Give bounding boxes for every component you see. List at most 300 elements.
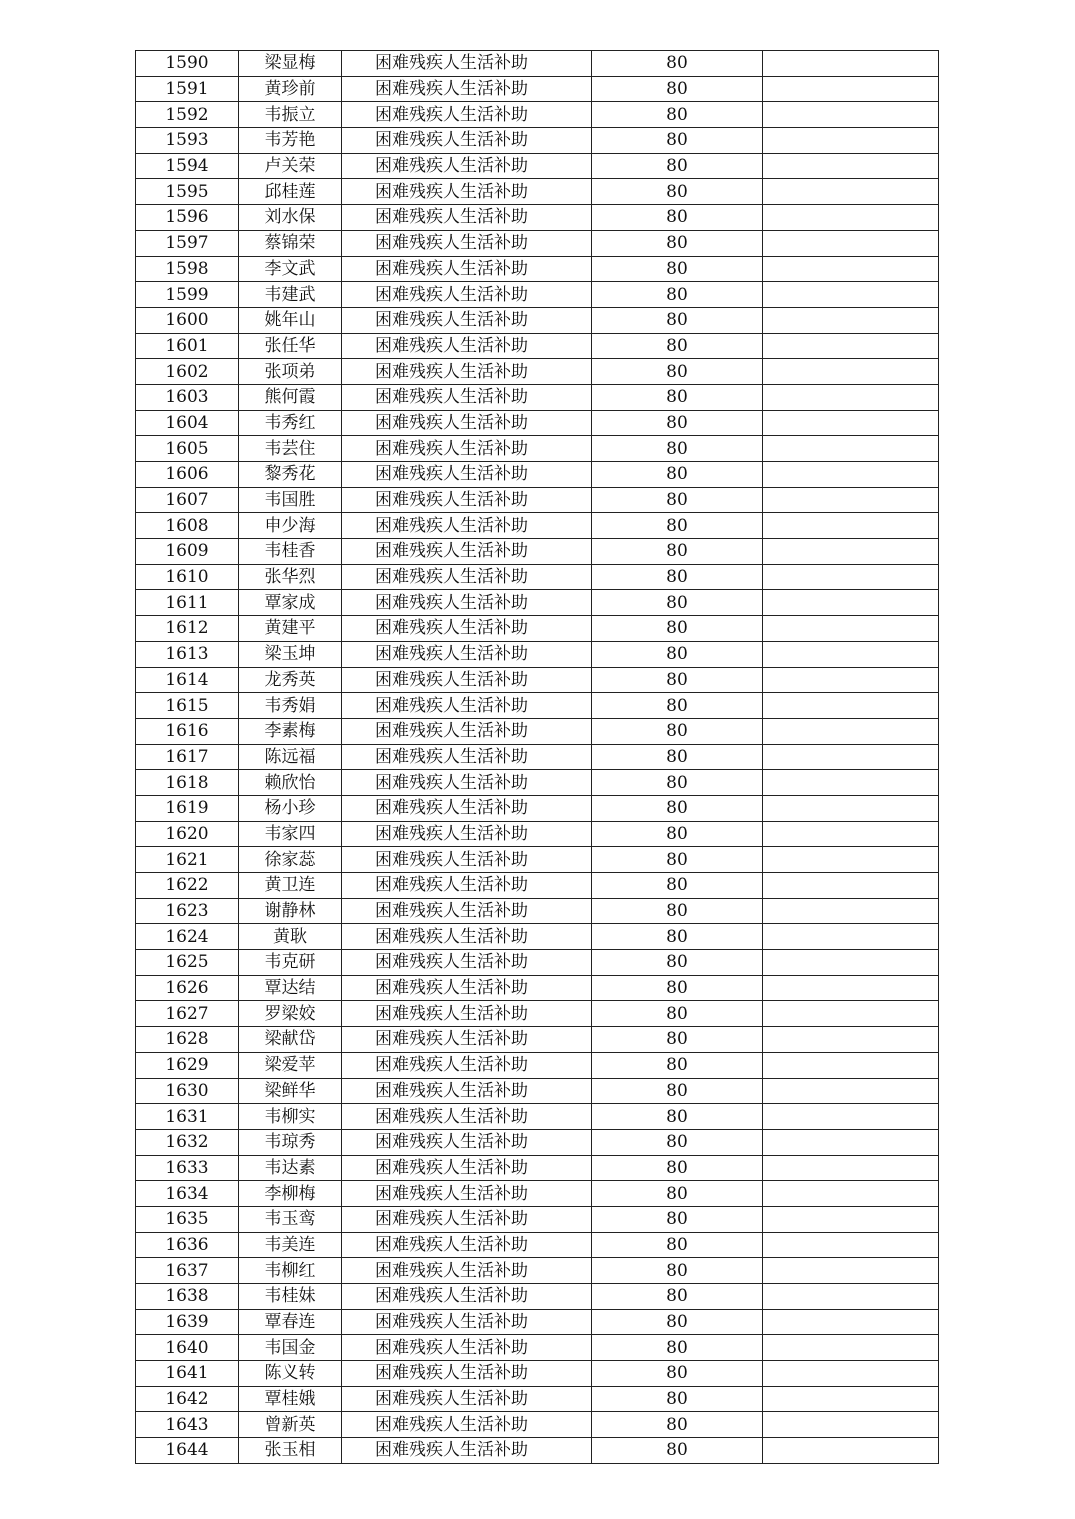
- table-row: [136, 436, 939, 462]
- note-cell: [763, 1078, 939, 1104]
- table-row: [136, 924, 939, 950]
- name-cell: 熊何霞: [239, 384, 342, 410]
- amount-cell: 80: [592, 1206, 763, 1232]
- note-cell: [763, 770, 939, 796]
- subsidy-type-cell: 困难残疾人生活补助: [342, 76, 592, 102]
- subsidy-type-cell: 困难残疾人生活补助: [342, 359, 592, 385]
- note-cell: [763, 1258, 939, 1284]
- subsidy-type-cell: 困难残疾人生活补助: [342, 1001, 592, 1027]
- table-row: [136, 128, 939, 154]
- name-cell: 韦建武: [239, 282, 342, 308]
- name-cell: 梁献岱: [239, 1027, 342, 1053]
- row-number-cell: 1615: [136, 693, 239, 719]
- row-number-cell: 1590: [136, 51, 239, 77]
- subsidy-type-cell: 困难残疾人生活补助: [342, 513, 592, 539]
- subsidy-type-cell: 困难残疾人生活补助: [342, 590, 592, 616]
- amount-cell: 80: [592, 1181, 763, 1207]
- note-cell: [763, 513, 939, 539]
- amount-cell: 80: [592, 410, 763, 436]
- row-number-cell: 1595: [136, 179, 239, 205]
- subsidy-type-cell: 困难残疾人生活补助: [342, 1052, 592, 1078]
- amount-cell: 80: [592, 616, 763, 642]
- subsidy-type-cell: 困难残疾人生活补助: [342, 384, 592, 410]
- note-cell: [763, 873, 939, 899]
- amount-cell: 80: [592, 1078, 763, 1104]
- amount-cell: 80: [592, 1361, 763, 1387]
- note-cell: [763, 51, 939, 77]
- table-row: [136, 1052, 939, 1078]
- note-cell: [763, 436, 939, 462]
- name-cell: 韦秀红: [239, 410, 342, 436]
- note-cell: [763, 205, 939, 231]
- amount-cell: 80: [592, 1335, 763, 1361]
- name-cell: 韦国金: [239, 1335, 342, 1361]
- subsidy-type-cell: 困难残疾人生活补助: [342, 51, 592, 77]
- table-row: [136, 1309, 939, 1335]
- amount-cell: 80: [592, 513, 763, 539]
- subsidy-type-cell: 困难残疾人生活补助: [342, 1155, 592, 1181]
- subsidy-type-cell: 困难残疾人生活补助: [342, 487, 592, 513]
- subsidy-type-cell: 困难残疾人生活补助: [342, 1078, 592, 1104]
- subsidy-type-cell: 困难残疾人生活补助: [342, 1284, 592, 1310]
- note-cell: [763, 539, 939, 565]
- subsidy-type-cell: 困难残疾人生活补助: [342, 1206, 592, 1232]
- note-cell: [763, 307, 939, 333]
- name-cell: 姚年山: [239, 307, 342, 333]
- subsidy-type-cell: 困难残疾人生活补助: [342, 102, 592, 128]
- subsidy-type-cell: 困难残疾人生活补助: [342, 693, 592, 719]
- row-number-cell: 1600: [136, 307, 239, 333]
- amount-cell: 80: [592, 1258, 763, 1284]
- row-number-cell: 1613: [136, 641, 239, 667]
- row-number-cell: 1640: [136, 1335, 239, 1361]
- row-number-cell: 1634: [136, 1181, 239, 1207]
- subsidy-type-cell: 困难残疾人生活补助: [342, 1129, 592, 1155]
- subsidy-type-cell: 困难残疾人生活补助: [342, 307, 592, 333]
- name-cell: 黄建平: [239, 616, 342, 642]
- row-number-cell: 1627: [136, 1001, 239, 1027]
- row-number-cell: 1601: [136, 333, 239, 359]
- note-cell: [763, 333, 939, 359]
- table-row: [136, 410, 939, 436]
- table-row: [136, 718, 939, 744]
- table-row: [136, 1181, 939, 1207]
- amount-cell: 80: [592, 1232, 763, 1258]
- row-number-cell: 1638: [136, 1284, 239, 1310]
- amount-cell: 80: [592, 230, 763, 256]
- row-number-cell: 1605: [136, 436, 239, 462]
- amount-cell: 80: [592, 1309, 763, 1335]
- amount-cell: 80: [592, 795, 763, 821]
- note-cell: [763, 847, 939, 873]
- name-cell: 梁爱苹: [239, 1052, 342, 1078]
- amount-cell: 80: [592, 1438, 763, 1464]
- name-cell: 韦国胜: [239, 487, 342, 513]
- table-row: [136, 384, 939, 410]
- note-cell: [763, 590, 939, 616]
- name-cell: 谢静林: [239, 898, 342, 924]
- note-cell: [763, 1001, 939, 1027]
- amount-cell: 80: [592, 1052, 763, 1078]
- note-cell: [763, 1309, 939, 1335]
- name-cell: 黄耿: [239, 924, 342, 950]
- subsidy-type-cell: 困难残疾人生活补助: [342, 641, 592, 667]
- amount-cell: 80: [592, 205, 763, 231]
- subsidy-type-cell: 困难残疾人生活补助: [342, 1438, 592, 1464]
- subsidy-type-cell: 困难残疾人生活补助: [342, 718, 592, 744]
- note-cell: [763, 924, 939, 950]
- name-cell: 陈远福: [239, 744, 342, 770]
- amount-cell: 80: [592, 1104, 763, 1130]
- amount-cell: 80: [592, 847, 763, 873]
- row-number-cell: 1612: [136, 616, 239, 642]
- amount-cell: 80: [592, 770, 763, 796]
- note-cell: [763, 1181, 939, 1207]
- table-row: [136, 1232, 939, 1258]
- name-cell: 韦芸住: [239, 436, 342, 462]
- subsidy-type-cell: 困难残疾人生活补助: [342, 744, 592, 770]
- row-number-cell: 1641: [136, 1361, 239, 1387]
- name-cell: 梁鲜华: [239, 1078, 342, 1104]
- subsidy-type-cell: 困难残疾人生活补助: [342, 667, 592, 693]
- table-row: [136, 282, 939, 308]
- note-cell: [763, 616, 939, 642]
- note-cell: [763, 153, 939, 179]
- amount-cell: 80: [592, 1001, 763, 1027]
- amount-cell: 80: [592, 153, 763, 179]
- row-number-cell: 1628: [136, 1027, 239, 1053]
- table-row: [136, 230, 939, 256]
- row-number-cell: 1616: [136, 718, 239, 744]
- subsidy-type-cell: 困难残疾人生活补助: [342, 179, 592, 205]
- note-cell: [763, 359, 939, 385]
- note-cell: [763, 1027, 939, 1053]
- row-number-cell: 1604: [136, 410, 239, 436]
- note-cell: [763, 1284, 939, 1310]
- row-number-cell: 1596: [136, 205, 239, 231]
- table-row: [136, 513, 939, 539]
- amount-cell: 80: [592, 667, 763, 693]
- row-number-cell: 1617: [136, 744, 239, 770]
- subsidy-type-cell: 困难残疾人生活补助: [342, 1412, 592, 1438]
- note-cell: [763, 795, 939, 821]
- name-cell: 黄卫连: [239, 873, 342, 899]
- subsidy-type-cell: 困难残疾人生活补助: [342, 1232, 592, 1258]
- name-cell: 陈义转: [239, 1361, 342, 1387]
- note-cell: [763, 975, 939, 1001]
- table-row: [136, 76, 939, 102]
- amount-cell: 80: [592, 821, 763, 847]
- name-cell: 黄珍前: [239, 76, 342, 102]
- row-number-cell: 1631: [136, 1104, 239, 1130]
- row-number-cell: 1608: [136, 513, 239, 539]
- name-cell: 韦克研: [239, 950, 342, 976]
- subsidy-type-cell: 困难残疾人生活补助: [342, 950, 592, 976]
- note-cell: [763, 1412, 939, 1438]
- subsidy-type-cell: 困难残疾人生活补助: [342, 539, 592, 565]
- table-row: [136, 564, 939, 590]
- amount-cell: 80: [592, 128, 763, 154]
- row-number-cell: 1598: [136, 256, 239, 282]
- table-row: [136, 1001, 939, 1027]
- note-cell: [763, 462, 939, 488]
- name-cell: 龙秀英: [239, 667, 342, 693]
- table-row: [136, 333, 939, 359]
- subsidy-type-cell: 困难残疾人生活补助: [342, 205, 592, 231]
- note-cell: [763, 1335, 939, 1361]
- table-row: [136, 539, 939, 565]
- name-cell: 徐家蕊: [239, 847, 342, 873]
- table-row: [136, 898, 939, 924]
- name-cell: 申少海: [239, 513, 342, 539]
- amount-cell: 80: [592, 873, 763, 899]
- row-number-cell: 1636: [136, 1232, 239, 1258]
- amount-cell: 80: [592, 950, 763, 976]
- note-cell: [763, 1386, 939, 1412]
- table-row: [136, 256, 939, 282]
- note-cell: [763, 256, 939, 282]
- row-number-cell: 1639: [136, 1309, 239, 1335]
- subsidy-type-cell: 困难残疾人生活补助: [342, 795, 592, 821]
- table-row: [136, 1361, 939, 1387]
- row-number-cell: 1611: [136, 590, 239, 616]
- name-cell: 韦柳红: [239, 1258, 342, 1284]
- amount-cell: 80: [592, 693, 763, 719]
- note-cell: [763, 1155, 939, 1181]
- amount-cell: 80: [592, 1027, 763, 1053]
- amount-cell: 80: [592, 898, 763, 924]
- amount-cell: 80: [592, 384, 763, 410]
- table-row: [136, 307, 939, 333]
- amount-cell: 80: [592, 256, 763, 282]
- row-number-cell: 1614: [136, 667, 239, 693]
- name-cell: 韦振立: [239, 102, 342, 128]
- row-number-cell: 1610: [136, 564, 239, 590]
- name-cell: 蔡锦荣: [239, 230, 342, 256]
- table-row: [136, 744, 939, 770]
- subsidy-type-cell: 困难残疾人生活补助: [342, 1258, 592, 1284]
- subsidy-type-cell: 困难残疾人生活补助: [342, 1361, 592, 1387]
- table-row: [136, 873, 939, 899]
- subsidy-type-cell: 困难残疾人生活补助: [342, 898, 592, 924]
- row-number-cell: 1599: [136, 282, 239, 308]
- amount-cell: 80: [592, 1155, 763, 1181]
- table-row: [136, 641, 939, 667]
- amount-cell: 80: [592, 436, 763, 462]
- name-cell: 李文武: [239, 256, 342, 282]
- table-row: [136, 1206, 939, 1232]
- row-number-cell: 1637: [136, 1258, 239, 1284]
- amount-cell: 80: [592, 975, 763, 1001]
- row-number-cell: 1622: [136, 873, 239, 899]
- note-cell: [763, 1206, 939, 1232]
- amount-cell: 80: [592, 102, 763, 128]
- name-cell: 李素梅: [239, 718, 342, 744]
- amount-cell: 80: [592, 76, 763, 102]
- subsidy-type-cell: 困难残疾人生活补助: [342, 616, 592, 642]
- note-cell: [763, 230, 939, 256]
- note-cell: [763, 821, 939, 847]
- note-cell: [763, 128, 939, 154]
- row-number-cell: 1629: [136, 1052, 239, 1078]
- name-cell: 罗梁姣: [239, 1001, 342, 1027]
- name-cell: 覃家成: [239, 590, 342, 616]
- row-number-cell: 1603: [136, 384, 239, 410]
- row-number-cell: 1625: [136, 950, 239, 976]
- table-row: [136, 950, 939, 976]
- name-cell: 黎秀花: [239, 462, 342, 488]
- amount-cell: 80: [592, 744, 763, 770]
- table-row: [136, 102, 939, 128]
- subsidy-type-cell: 困难残疾人生活补助: [342, 256, 592, 282]
- subsidy-type-cell: 困难残疾人生活补助: [342, 873, 592, 899]
- amount-cell: 80: [592, 359, 763, 385]
- row-number-cell: 1607: [136, 487, 239, 513]
- note-cell: [763, 282, 939, 308]
- name-cell: 张玉相: [239, 1438, 342, 1464]
- note-cell: [763, 179, 939, 205]
- table-row: [136, 359, 939, 385]
- note-cell: [763, 487, 939, 513]
- amount-cell: 80: [592, 1284, 763, 1310]
- subsidy-type-cell: 困难残疾人生活补助: [342, 230, 592, 256]
- note-cell: [763, 667, 939, 693]
- row-number-cell: 1624: [136, 924, 239, 950]
- table-row: [136, 1155, 939, 1181]
- amount-cell: 80: [592, 641, 763, 667]
- subsidy-table: [135, 50, 939, 1464]
- subsidy-type-cell: 困难残疾人生活补助: [342, 1386, 592, 1412]
- table-row: [136, 1386, 939, 1412]
- table-row: [136, 770, 939, 796]
- row-number-cell: 1642: [136, 1386, 239, 1412]
- note-cell: [763, 410, 939, 436]
- table-row: [136, 667, 939, 693]
- table-row: [136, 1104, 939, 1130]
- name-cell: 覃春连: [239, 1309, 342, 1335]
- table-row: [136, 590, 939, 616]
- amount-cell: 80: [592, 539, 763, 565]
- subsidy-type-cell: 困难残疾人生活补助: [342, 153, 592, 179]
- row-number-cell: 1626: [136, 975, 239, 1001]
- name-cell: 覃桂娥: [239, 1386, 342, 1412]
- row-number-cell: 1593: [136, 128, 239, 154]
- table-row: [136, 1258, 939, 1284]
- subsidy-type-cell: 困难残疾人生活补助: [342, 770, 592, 796]
- note-cell: [763, 744, 939, 770]
- name-cell: 邱桂莲: [239, 179, 342, 205]
- name-cell: 杨小珍: [239, 795, 342, 821]
- amount-cell: 80: [592, 282, 763, 308]
- row-number-cell: 1606: [136, 462, 239, 488]
- subsidy-type-cell: 困难残疾人生活补助: [342, 847, 592, 873]
- amount-cell: 80: [592, 718, 763, 744]
- note-cell: [763, 1438, 939, 1464]
- table-row: [136, 1078, 939, 1104]
- amount-cell: 80: [592, 179, 763, 205]
- note-cell: [763, 898, 939, 924]
- name-cell: 梁显梅: [239, 51, 342, 77]
- row-number-cell: 1609: [136, 539, 239, 565]
- note-cell: [763, 950, 939, 976]
- row-number-cell: 1594: [136, 153, 239, 179]
- table-row: [136, 1129, 939, 1155]
- name-cell: 卢关荣: [239, 153, 342, 179]
- note-cell: [763, 384, 939, 410]
- name-cell: 梁玉坤: [239, 641, 342, 667]
- name-cell: 韦玉鸾: [239, 1206, 342, 1232]
- table-row: [136, 153, 939, 179]
- row-number-cell: 1630: [136, 1078, 239, 1104]
- name-cell: 韦达素: [239, 1155, 342, 1181]
- row-number-cell: 1632: [136, 1129, 239, 1155]
- table-row: [136, 847, 939, 873]
- table-row: [136, 693, 939, 719]
- row-number-cell: 1597: [136, 230, 239, 256]
- name-cell: 韦桂香: [239, 539, 342, 565]
- amount-cell: 80: [592, 487, 763, 513]
- table-row: [136, 821, 939, 847]
- name-cell: 韦琼秀: [239, 1129, 342, 1155]
- amount-cell: 80: [592, 564, 763, 590]
- row-number-cell: 1644: [136, 1438, 239, 1464]
- subsidy-type-cell: 困难残疾人生活补助: [342, 1309, 592, 1335]
- subsidy-type-cell: 困难残疾人生活补助: [342, 1027, 592, 1053]
- table-row: [136, 1335, 939, 1361]
- name-cell: 张华烈: [239, 564, 342, 590]
- note-cell: [763, 76, 939, 102]
- table-row: [136, 1412, 939, 1438]
- subsidy-type-cell: 困难残疾人生活补助: [342, 436, 592, 462]
- subsidy-type-cell: 困难残疾人生活补助: [342, 128, 592, 154]
- note-cell: [763, 1052, 939, 1078]
- note-cell: [763, 1129, 939, 1155]
- row-number-cell: 1591: [136, 76, 239, 102]
- table-row: [136, 179, 939, 205]
- note-cell: [763, 564, 939, 590]
- subsidy-type-cell: 困难残疾人生活补助: [342, 462, 592, 488]
- note-cell: [763, 693, 939, 719]
- subsidy-type-cell: 困难残疾人生活补助: [342, 564, 592, 590]
- row-number-cell: 1602: [136, 359, 239, 385]
- row-number-cell: 1592: [136, 102, 239, 128]
- name-cell: 韦美连: [239, 1232, 342, 1258]
- note-cell: [763, 718, 939, 744]
- row-number-cell: 1635: [136, 1206, 239, 1232]
- amount-cell: 80: [592, 333, 763, 359]
- table-body: [136, 51, 939, 1464]
- note-cell: [763, 102, 939, 128]
- amount-cell: 80: [592, 1386, 763, 1412]
- name-cell: 张项弟: [239, 359, 342, 385]
- subsidy-type-cell: 困难残疾人生活补助: [342, 1335, 592, 1361]
- table-row: [136, 462, 939, 488]
- table-row: [136, 1284, 939, 1310]
- name-cell: 赖欣怡: [239, 770, 342, 796]
- table-row: [136, 1438, 939, 1464]
- row-number-cell: 1633: [136, 1155, 239, 1181]
- table-row: [136, 205, 939, 231]
- subsidy-type-cell: 困难残疾人生活补助: [342, 1104, 592, 1130]
- name-cell: 韦柳实: [239, 1104, 342, 1130]
- table-row: [136, 1027, 939, 1053]
- table-row: [136, 975, 939, 1001]
- note-cell: [763, 1232, 939, 1258]
- name-cell: 张任华: [239, 333, 342, 359]
- name-cell: 韦芳艳: [239, 128, 342, 154]
- amount-cell: 80: [592, 51, 763, 77]
- name-cell: 刘水保: [239, 205, 342, 231]
